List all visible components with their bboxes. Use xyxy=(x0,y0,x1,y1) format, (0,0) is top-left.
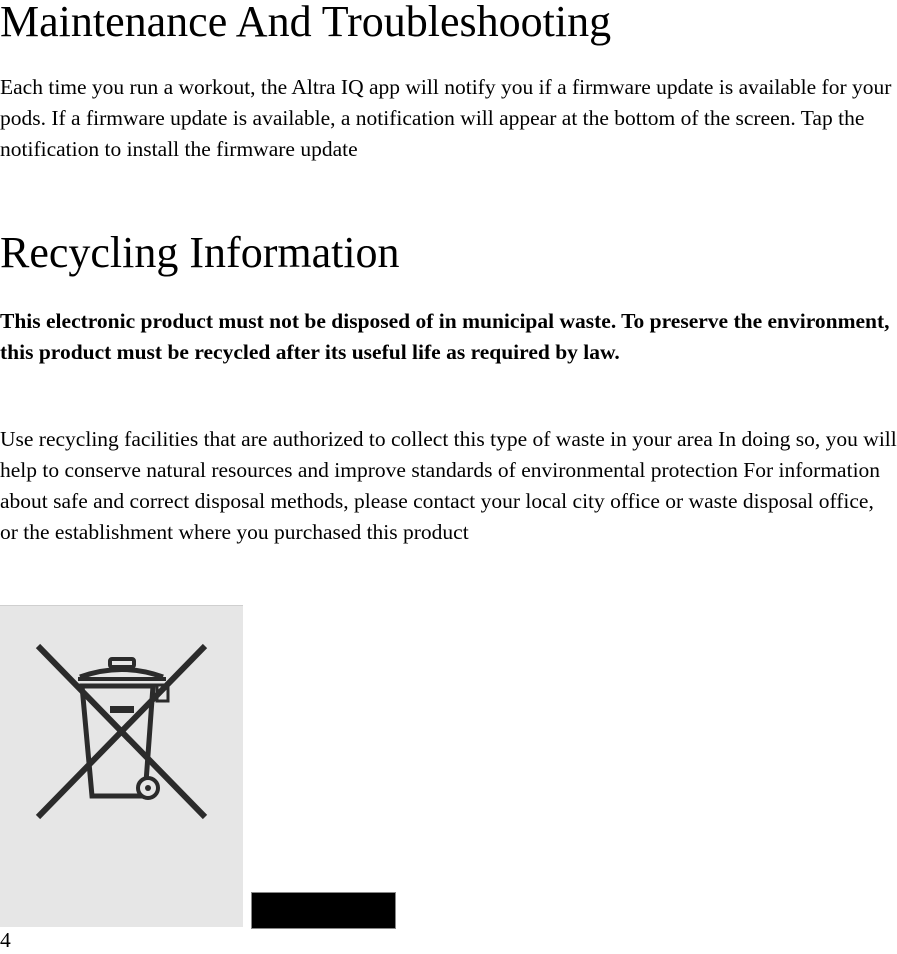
crossed-out-wheelie-bin-icon xyxy=(0,606,243,928)
section-title-recycling: Recycling Information xyxy=(0,228,400,277)
page-number: 4 xyxy=(0,928,11,952)
black-bar-marking xyxy=(251,892,396,929)
section-title-maintenance: Maintenance And Troubleshooting xyxy=(0,0,612,46)
recycling-paragraph: Use recycling facilities that are authorized to collect this type of waste in your area In doing so, you will help to conserve natural resources and improve standards of environmental protection For information about safe and correct disposal methods, please contact your local city office or waste disposal office, or the establishment where you purchased this product xyxy=(0,427,897,544)
recycling-warning-paragraph: This electronic product must not be disposed of in municipal waste. To preserve the environment, this product must be recycled after its useful life as required by law. xyxy=(0,309,890,364)
weee-symbol-image xyxy=(0,605,243,927)
maintenance-paragraph: Each time you run a workout, the Altra IQ app will notify you if a firmware update is available for your pods. If a firmware update is available, a notification will appear at the bottom of the screen. Tap the notification to install the firmware update xyxy=(0,75,892,161)
